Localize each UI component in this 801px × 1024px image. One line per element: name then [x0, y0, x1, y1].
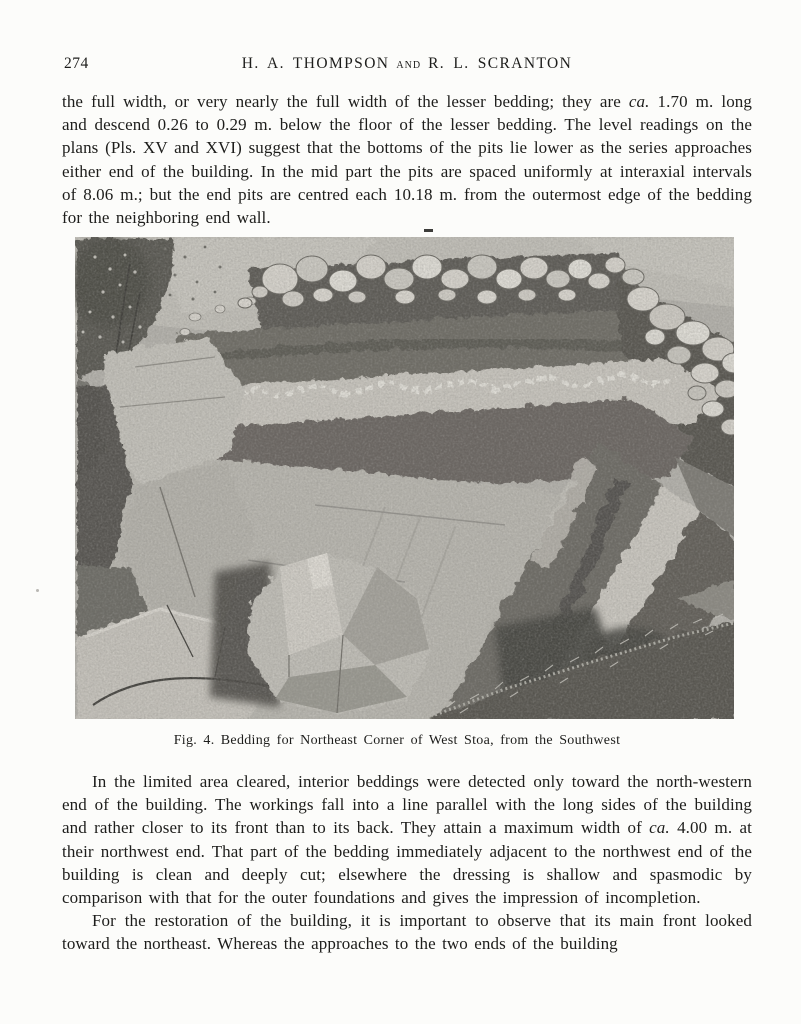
running-head-author-right: R. L. SCRANTON	[428, 55, 573, 72]
paragraph-1	[62, 90, 752, 229]
running-head	[62, 55, 752, 73]
excavation-photo	[75, 237, 734, 719]
page-header	[62, 55, 752, 75]
paragraph-1-italic-ca: ca.	[628, 92, 650, 111]
figure-caption: Fig. 4. Bedding for Northeast Corner of West Stoa, from the Southwest	[173, 733, 621, 748]
paragraph-2-text: In the limited area cleared, interior beddings were detected only toward the north-western end of the building. The workings fall into a line parallel with the long sides of the building and rather closer to its front than to its back. They attain a maximum width of	[62, 772, 752, 838]
lower-text-block	[62, 770, 752, 956]
paragraph-2-text-cont: 4.00 m. at their northwest end. That part of the bedding immediately adjacent to the northwest end of the building is clean and deeply cut; elsewhere the dressing is shallow and spasmodic by comparison with that for the outer foundations and gives the impression of incompletion.	[62, 818, 752, 908]
paragraph-2	[62, 770, 752, 909]
paragraph-2-italic-ca: ca.	[649, 818, 670, 838]
page-number: 274	[64, 55, 89, 72]
paragraph-3-text: For the restoration of the building, it is important to observe that its main front looked toward the northeast. Whereas the approaches to the two ends of the building	[62, 911, 752, 954]
scan-speck	[36, 589, 39, 592]
running-head-conjunction: and	[396, 56, 422, 72]
running-head-author-left: H. A. THOMPSON	[241, 55, 390, 72]
paragraph-3	[62, 909, 752, 955]
paragraph-1-text: the full width, or very nearly the full width of the lesser bedding; they are	[62, 92, 629, 111]
figure-4	[75, 237, 734, 719]
photo-grain-light	[75, 237, 734, 719]
paragraph-1-text-cont: 1.70 m. long and descend 0.26 to 0.29 m. below the floor of the lesser bedding. The level readings on the plans (Pls. XV and XVI) suggest that the bottoms of the pits lie lower as the series approaches either end of the building. In the mid part the pits are spaced uniformly at interaxial intervals of 8.06 m.; but the end pits are centred each 10.18 m. from the outermost edge of the bedding for the neighboring end wall.	[62, 92, 752, 228]
print-artifact-dash	[424, 229, 433, 232]
